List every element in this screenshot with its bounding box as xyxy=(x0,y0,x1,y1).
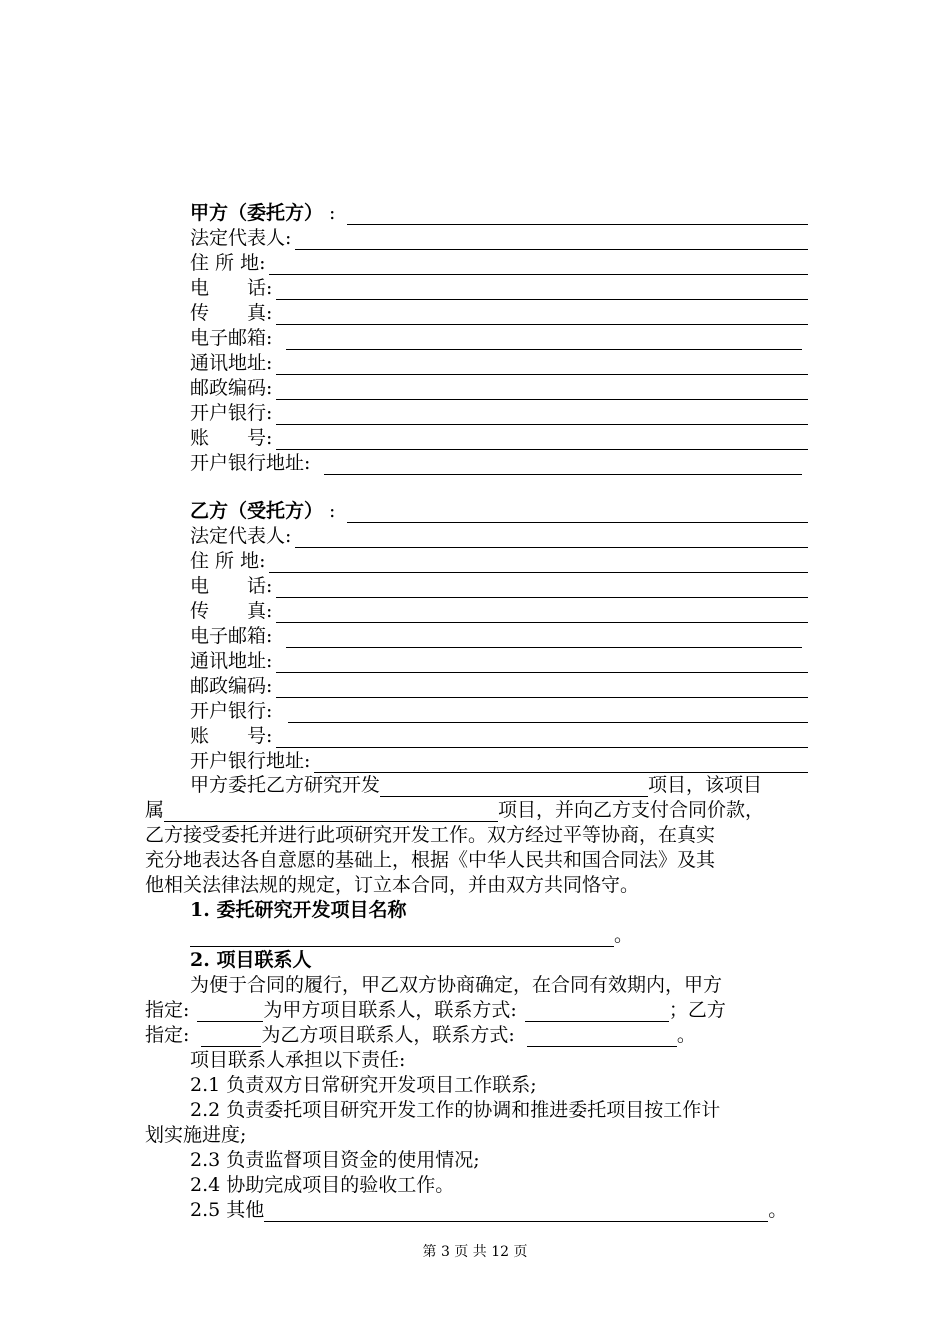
party-a-fax-row xyxy=(190,300,808,325)
section-2-line-1: 为便于合同的履行，甲乙双方协商确定，在合同有效期内，甲方 xyxy=(190,974,723,996)
fill-blank xyxy=(276,603,808,623)
project-name-blank xyxy=(380,776,648,797)
field-label: 账 号: xyxy=(190,725,273,747)
field-label: 开户银行: xyxy=(190,700,273,722)
duty-2-5 xyxy=(190,1198,787,1222)
fill-blank xyxy=(276,355,808,375)
intro-text: 属 xyxy=(145,799,165,821)
section-2-text: 2.5 其他 xyxy=(190,1199,265,1221)
intro-text: 项目，并向乙方支付合同价款， xyxy=(498,799,765,821)
field-label: 电子邮箱: xyxy=(190,327,273,349)
project-title-blank xyxy=(190,926,614,947)
period: 。 xyxy=(614,924,634,946)
fill-blank xyxy=(295,230,808,250)
party-b-title-row xyxy=(190,498,808,523)
duty-2-1: 2.1 负责双方日常研究开发项目工作联系; xyxy=(190,1074,537,1096)
duties-intro: 项目联系人承担以下责任: xyxy=(190,1049,406,1071)
section-2-line-2 xyxy=(145,998,726,1022)
field-label: 住 所 地: xyxy=(190,550,266,572)
field-label: 通讯地址: xyxy=(190,650,273,672)
party-a-email-row xyxy=(190,325,802,350)
intro-line-5: 他相关法律法规的规定，订立本合同，并由双方共同恪守。 xyxy=(145,874,640,896)
field-label: 通讯地址: xyxy=(190,352,273,374)
duty-2-2-line-1: 2.2 负责委托项目研究开发工作的协调和推进委托项目按工作计 xyxy=(190,1099,721,1121)
party-a-mail-address-row xyxy=(190,350,808,375)
fill-blank xyxy=(276,653,808,673)
fill-blank xyxy=(276,728,808,748)
party-a-postcode-row xyxy=(190,375,808,400)
fill-blank xyxy=(276,405,808,425)
party-b-account-row xyxy=(190,723,808,748)
party-b-legal-rep-row xyxy=(190,523,808,548)
duty-2-3: 2.3 负责监督项目资金的使用情况; xyxy=(190,1149,480,1171)
intro-line-3: 乙方接受委托并进行此项研究开发工作。双方经过平等协商，在真实 xyxy=(145,824,716,846)
fill-blank xyxy=(295,528,808,548)
field-label: 开户银行地址: xyxy=(190,452,311,474)
field-label: 法定代表人: xyxy=(190,227,292,249)
section-2-text: 指定: xyxy=(145,999,190,1021)
fill-blank xyxy=(286,628,802,648)
duty-2-4: 2.4 协助完成项目的验收工作。 xyxy=(190,1174,455,1196)
fill-blank xyxy=(324,455,802,475)
field-label: 传 真: xyxy=(190,302,273,324)
fill-blank xyxy=(276,305,808,325)
party-a-bank-row xyxy=(190,400,808,425)
intro-line-2 xyxy=(145,798,764,822)
party-b-bank-address-row xyxy=(190,748,808,773)
party-b-phone-row xyxy=(190,573,808,598)
fill-blank xyxy=(288,703,808,723)
field-label: 电 话: xyxy=(190,277,273,299)
field-label: 开户银行地址: xyxy=(190,750,311,772)
party-b-mail-address-row xyxy=(190,648,808,673)
field-label: 电 话: xyxy=(190,575,273,597)
field-label: 法定代表人: xyxy=(190,525,292,547)
section-2-text: ；乙方 xyxy=(668,999,726,1021)
field-label: 开户银行: xyxy=(190,402,273,424)
party-a-title-row xyxy=(190,200,808,225)
intro-text: 项目，该项目 xyxy=(648,774,763,796)
section-1-blank-line xyxy=(190,923,633,947)
party-a-contact-info-blank xyxy=(525,1001,669,1022)
party-b-postcode-row xyxy=(190,673,808,698)
section-2-text: 。 xyxy=(676,1024,696,1046)
party-b-contact-info-blank xyxy=(527,1026,677,1047)
party-a-phone-row xyxy=(190,275,808,300)
field-label: 住 所 地: xyxy=(190,252,266,274)
section-2-line-3 xyxy=(145,1023,696,1047)
page-number-footer: 第 3 页 共 12 页 xyxy=(422,1244,528,1260)
fill-blank xyxy=(276,380,808,400)
party-b-bank-row xyxy=(190,698,808,723)
fill-blank xyxy=(314,753,808,773)
intro-line-1 xyxy=(190,773,762,797)
party-a-contact-blank xyxy=(197,1001,263,1022)
fill-blank xyxy=(276,578,808,598)
party-a-account-row xyxy=(190,425,808,450)
party-b-contact-blank xyxy=(201,1026,261,1047)
field-label: 邮政编码: xyxy=(190,377,273,399)
fill-blank xyxy=(276,678,808,698)
party-b-fax-row xyxy=(190,598,808,623)
section-2-heading: 2. 项目联系人 xyxy=(190,949,312,971)
fill-blank xyxy=(276,280,808,300)
other-duties-blank xyxy=(264,1201,768,1222)
field-label: 账 号: xyxy=(190,427,273,449)
fill-blank xyxy=(286,330,802,350)
section-2-text: 为乙方项目联系人，联系方式: xyxy=(261,1024,515,1046)
party-b-email-row xyxy=(190,623,802,648)
party-a-name-blank xyxy=(347,205,808,225)
party-a-colon: : xyxy=(329,202,336,224)
party-b-name-blank xyxy=(347,503,808,523)
fill-blank xyxy=(269,255,808,275)
project-type-blank xyxy=(164,801,498,822)
duty-2-2-line-2: 划实施进度; xyxy=(145,1124,247,1146)
fill-blank xyxy=(269,553,808,573)
period: 。 xyxy=(768,1199,788,1221)
intro-text: 甲方委托乙方研究开发 xyxy=(190,774,381,796)
party-a-address-row xyxy=(190,250,808,275)
field-label: 电子邮箱: xyxy=(190,625,273,647)
section-2-text: 为甲方项目联系人，联系方式: xyxy=(263,999,517,1021)
party-a-bank-address-row xyxy=(190,450,802,475)
party-a-title: 甲方（委托方） xyxy=(190,202,324,224)
intro-line-4: 充分地表达各自意愿的基础上，根据《中华人民共和国合同法》及其 xyxy=(145,849,716,871)
fill-blank xyxy=(276,430,808,450)
field-label: 传 真: xyxy=(190,600,273,622)
party-b-colon: : xyxy=(329,500,336,522)
party-b-address-row xyxy=(190,548,808,573)
party-a-legal-rep-row xyxy=(190,225,808,250)
section-2-text: 指定: xyxy=(145,1024,190,1046)
field-label: 邮政编码: xyxy=(190,675,273,697)
party-b-title: 乙方（受托方） xyxy=(190,500,324,522)
section-1-heading: 1. 委托研究开发项目名称 xyxy=(190,899,407,921)
